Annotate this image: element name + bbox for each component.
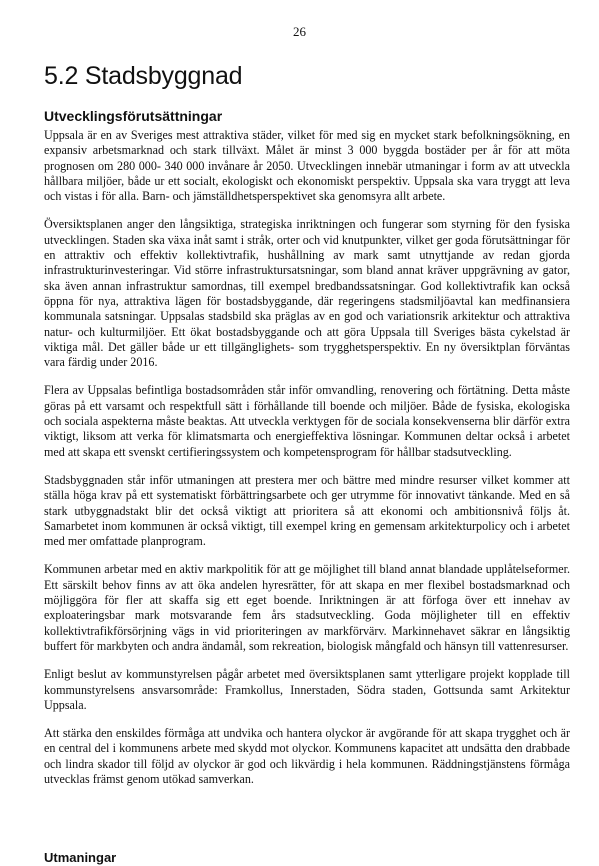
paragraph: Att stärka den enskildes förmåga att undvika och hantera olyckor är avgörande för att skapa trygghet och är en central del i kommunens arbete med skydd mot olyckor. Kommunens kapacitet att undsätta den drabbade och lindra skador till följd av olyckor är god och likvärdig i hela kommunen. Räddningstjänstens förmåga utvecklas främst genom utökad samverkan. bbox=[44, 726, 570, 786]
paragraph: Flera av Uppsalas befintliga bostadsområden står inför omvandling, renovering och förtätning. Detta måste göras på ett varsamt och respektfull sätt i förhållande till boende och miljöer. Både de fysiska, ekologiska och sociala aspekterna måste beaktas. Att utveckla verktygen för de sociala konsekvenserna blir därför extra viktigt, liksom att verka för klimatsmarta och energieffektiva lösningar. Kommunen deltar också i arbetet med att skapa ett svenskt certifieringssystem och kompetensprogram för hållbar stadsutveckling. bbox=[44, 383, 570, 459]
paragraph: Stadsbyggnaden står inför utmaningen att prestera mer och bättre med mindre resurser vilket kommer att ställa höga krav på ett systematiskt förbättringsarbete och ger utrymme för innovativt tänkande. Med en så stark utbyggnadstakt blir det också viktigt att prioritera så att ekonomi och ambitionsnivå följs åt. Samarbetet inom kommunen är också viktigt, till exempel kring en gemensam arkitekturpolicy och i arbetet med mer omfattade planprogram. bbox=[44, 472, 570, 549]
paragraph: Uppsala är en av Sveriges mest attraktiva städer, vilket för med sig en mycket stark befolkningsökning, en expansiv arbetsmarknad och stark tillväxt. Målet är minst 3 000 byggda bostäder per år för att möta prognosen om 280 000- 340 000 invånare år 2050. Utvecklingen innebär utmaningar i form av att utveckla hållbara miljöer, både ur ett socialt, ekologiskt och ekonomiskt perspektiv. Uppsala ska vara tryggt att leva och vistas i för alla. Barn- och jämställdhetsperspektivet ska genomsyra allt arbete. bbox=[44, 128, 570, 204]
paragraph: Översiktsplanen anger den långsiktiga, strategiska inriktningen och fungerar som styrning för den fysiska utvecklingen. Staden ska växa inåt samt i stråk, orter och vid knutpunkter, vilket ger goda förutsättningar för en attraktiv och effektiv kollektivtrafik, hushållning av mark samt utnyttjande av redan gjorda infrastrukturinvesteringar. Vid större infrastruktursatsningar, som bland annat kräver uppgrävning av gator, ska även annan infrastruktur samordnas, till exempel bredbandssatsningar. God kollektivtrafik kan också öppna för nya, attraktiva lägen för bostadsbyggande, där regeringens stadsmiljöavtal kan medfinansiera kommunala satsningar. Uppsalas stadsbild ska präglas av en god och variationsrik arkitektur och attraktiva natur- och kulturmiljöer. Ett ökat bostadsbyggande och att göra Uppsala till Sveriges bästa cykelstad är viktiga mål. Det gäller både ur ett tillgänglighets- som trygghetsperspektiv. En ny översiktplan förväntas vara färdig under 2016. bbox=[44, 217, 570, 370]
subheading-utvecklingsforutsattningar: Utvecklingsförutsättningar bbox=[44, 108, 223, 124]
paragraph: Enligt beslut av kommunstyrelsen pågår arbetet med översiktsplanen samt ytterligare projekt kopplade till kommunstyrelsens ansvarsområde: Framkollus, Innerstaden, Södra staden, Gottsunda samt Arkitektur Uppsala. bbox=[44, 667, 570, 712]
subheading-utmaningar: Utmaningar bbox=[44, 850, 117, 865]
page-number: 26 bbox=[293, 24, 306, 39]
paragraph: Kommunen arbetar med en aktiv markpolitik för att ge möjlighet till bland annat blandade upplåtelseformer. Ett särskilt behov finns av att öka andelen hyresrätter, för att skapa en mer flexibel bostadsmarknad och möjliggöra för fler att skaffa sig ett eget boende. Inriktningen är att förfoga över ett innehav av exploateringsbar mark motsvarande fem års stadsutveckling. Goda möjligheter till en effektiv kollektivtrafikförsörjning vägs in vid prioriteringen av markförvärv. Markinnehavet säkrar en långsiktig buffert för markbyten och andra ändamål, som rekreation, biologisk mångfald och hänsyn till vattenresurser. bbox=[44, 562, 570, 653]
section-heading: 5.2 Stadsbyggnad bbox=[44, 62, 243, 90]
body-text bbox=[44, 128, 570, 800]
